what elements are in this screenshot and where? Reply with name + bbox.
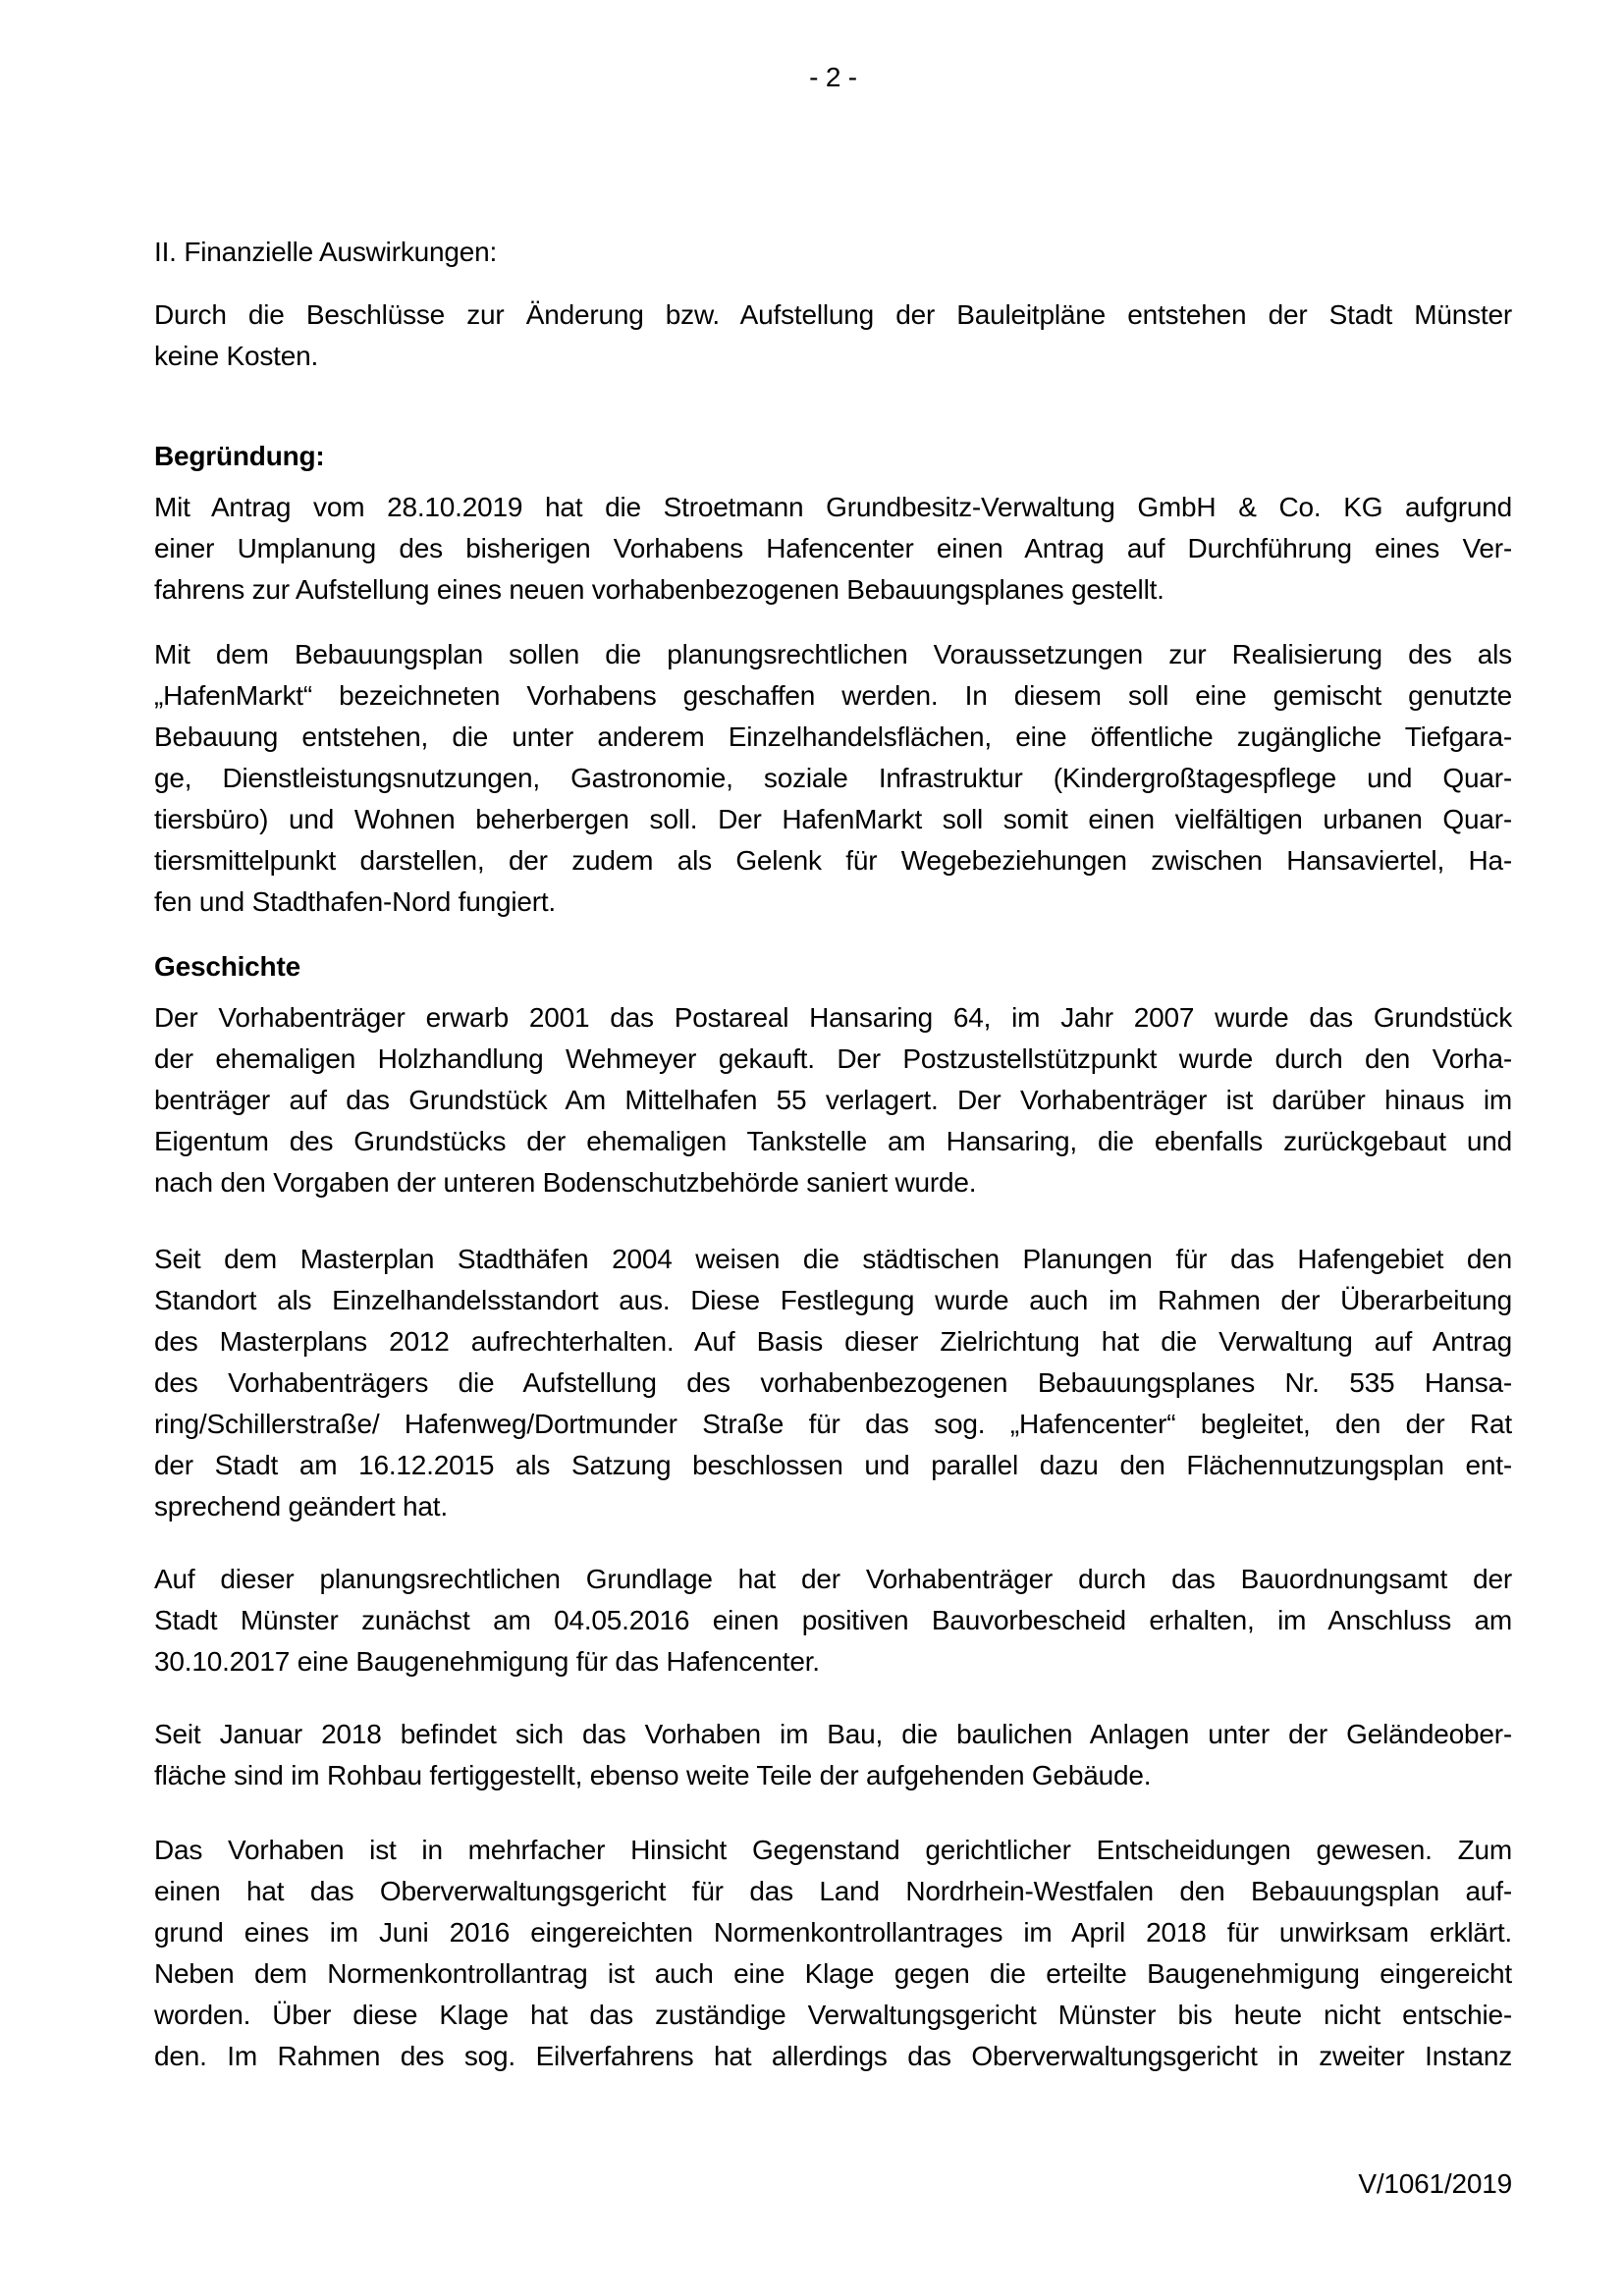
section-heading-finanzielle-auswirkungen: II. Finanzielle Auswirkungen: — [154, 237, 498, 267]
paragraph-bau — [154, 1714, 1512, 1796]
text-line: Durch die Beschlüsse zur Änderung bzw. Aufstellung der Bauleitpläne entstehen der Stadt Münster — [154, 299, 1512, 330]
text-line: Eigentum des Grundstücks der ehemaligen Tankstelle am Hansaring, die ebenfalls zurückgebaut und — [154, 1126, 1512, 1156]
text-line: nach den Vorgaben der unteren Bodenschutzbehörde saniert wurde. — [154, 1167, 977, 1198]
text-line: worden. Über diese Klage hat das zuständige Verwaltungsgericht Münster bis heute nicht entschie- — [154, 2000, 1512, 2030]
text-line: grund eines im Juni 2016 eingereichten Normenkontrollantrages im April 2018 für unwirksam erklärt. — [154, 1917, 1512, 1948]
paragraph-kosten — [154, 294, 1512, 377]
text-line: ring/Schillerstraße/ Hafenweg/Dortmunder Straße für das sog. „Hafencenter“ begleitet, den der Rat — [154, 1409, 1512, 1439]
text-line: einer Umplanung des bisherigen Vorhabens Hafencenter einen Antrag auf Durchführung eines Ver- — [154, 533, 1512, 563]
page-number: - 2 - — [809, 62, 857, 92]
text-line: tiersbüro) und Wohnen beherbergen soll. Der HafenMarkt soll somit einen vielfältigen urbanen Quar- — [154, 804, 1512, 834]
page-content — [154, 57, 1512, 2077]
footer-reference: V/1061/2019 — [1358, 2168, 1512, 2199]
text-line: 30.10.2017 eine Baugenehmigung für das Hafencenter. — [154, 1646, 820, 1677]
text-line: den. Im Rahmen des sog. Eilverfahrens hat allerdings das Oberverwaltungsgericht in zweiter Instanz — [154, 2041, 1512, 2071]
text-line: Bebauung entstehen, die unter anderem Einzelhandelsflächen, eine öffentliche zugängliche Tiefgara- — [154, 721, 1512, 752]
paragraph-gerichtsverfahren — [154, 1830, 1512, 2077]
paragraph-antrag — [154, 487, 1512, 611]
text-line: Seit dem Masterplan Stadthäfen 2004 weisen die städtischen Planungen für das Hafengebiet den — [154, 1244, 1512, 1274]
text-line: Seit Januar 2018 befindet sich das Vorhaben im Bau, die baulichen Anlagen unter der Geländeober- — [154, 1719, 1512, 1749]
text-line: Der Vorhabenträger erwarb 2001 das Postareal Hansaring 64, im Jahr 2007 wurde das Grundstück — [154, 1002, 1512, 1033]
text-line: Standort als Einzelhandelsstandort aus. Diese Festlegung wurde auch im Rahmen der Überarbeitung — [154, 1285, 1512, 1315]
text-line: fläche sind im Rohbau fertiggestellt, ebenso weite Teile der aufgehenden Gebäude. — [154, 1760, 1152, 1790]
paragraph-bebauungsplan — [154, 634, 1512, 923]
text-line: einen hat das Oberverwaltungsgericht für das Land Nordrhein-Westfalen den Bebauungsplan auf- — [154, 1876, 1512, 1906]
paragraph-masterplan — [154, 1239, 1512, 1527]
text-line: fahrens zur Aufstellung eines neuen vorhabenbezogenen Bebauungsplanes gestellt. — [154, 574, 1164, 605]
text-line: fen und Stadthafen-Nord fungiert. — [154, 886, 557, 917]
text-line: sprechend geändert hat. — [154, 1491, 448, 1522]
text-line: des Vorhabenträgers die Aufstellung des vorhabenbezogenen Bebauungsplanes Nr. 535 Hansa- — [154, 1367, 1512, 1398]
text-line: Das Vorhaben ist in mehrfacher Hinsicht Gegenstand gerichtlicher Entscheidungen gewesen. Zum — [154, 1835, 1512, 1865]
text-line: Neben dem Normenkontrollantrag ist auch eine Klage gegen die erteilte Baugenehmigung eingereicht — [154, 1958, 1512, 1989]
text-line: tiersmittelpunkt darstellen, der zudem als Gelenk für Wegebeziehungen zwischen Hansaviertel, Ha- — [154, 845, 1512, 876]
paragraph-grundlage — [154, 1559, 1512, 1682]
section-heading-begruendung: Begründung: — [154, 441, 325, 471]
text-line: Stadt Münster zunächst am 04.05.2016 einen positiven Bauvorbescheid erhalten, im Anschluss am — [154, 1605, 1512, 1635]
text-line: „HafenMarkt“ bezeichneten Vorhabens geschaffen werden. In diesem soll eine gemischt genutzte — [154, 680, 1512, 711]
text-line: benträger auf das Grundstück Am Mittelhafen 55 verlagert. Der Vorhabenträger ist darüber hinaus im — [154, 1085, 1512, 1115]
text-line: Mit Antrag vom 28.10.2019 hat die Stroetmann Grundbesitz-Verwaltung GmbH & Co. KG aufgrund — [154, 492, 1512, 522]
paragraph-geschichte — [154, 997, 1512, 1203]
text-line: der Stadt am 16.12.2015 als Satzung beschlossen und parallel dazu den Flächennutzungsplan ent- — [154, 1450, 1512, 1480]
text-line: des Masterplans 2012 aufrechterhalten. Auf Basis dieser Zielrichtung hat die Verwaltung auf Antrag — [154, 1326, 1512, 1357]
text-line: ge, Dienstleistungsnutzungen, Gastronomie, soziale Infrastruktur (Kindergroßtagespflege und Quar- — [154, 763, 1512, 793]
text-line: keine Kosten. — [154, 341, 319, 371]
text-line: Auf dieser planungsrechtlichen Grundlage hat der Vorhabenträger durch das Bauordnungsamt der — [154, 1564, 1512, 1594]
section-heading-geschichte: Geschichte — [154, 951, 300, 982]
text-line: der ehemaligen Holzhandlung Wehmeyer gekauft. Der Postzustellstützpunkt wurde durch den Vorha- — [154, 1043, 1512, 1074]
text-line: Mit dem Bebauungsplan sollen die planungsrechtlichen Voraussetzungen zur Realisierung des als — [154, 639, 1512, 669]
